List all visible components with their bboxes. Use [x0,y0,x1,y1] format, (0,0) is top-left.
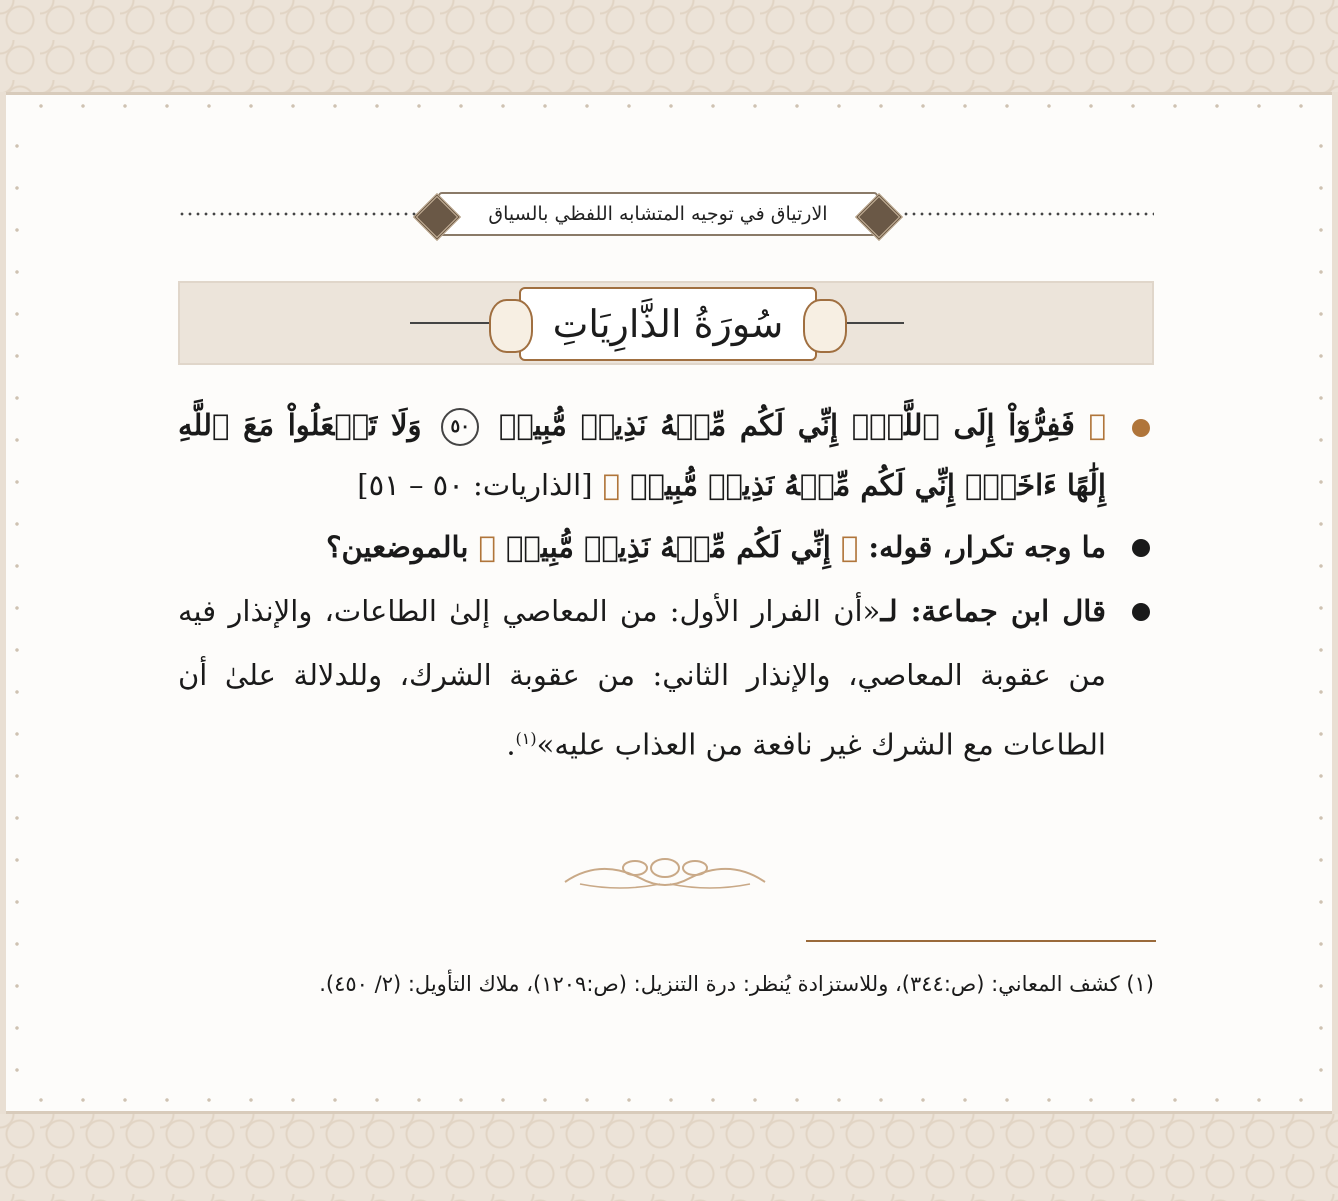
question-verse: إِنِّي لَكُم مِّنۡهُ نَذِيرٞ مُّبِينٞ [506,530,831,564]
surah-header-frame [519,287,817,361]
page-frame-ornament-top [20,101,1318,111]
surah-name: سُورَةُ الذَّارِيَاتِ [552,302,784,346]
verse-item [178,395,1154,515]
verse-part-1: فَفِرُّوٓاْ إِلَى ٱللَّهِۖ إِنِّي لَكُم مِّنۡهُ نَذِيرٞ مُّبِينٞ [498,408,1075,442]
running-head-ornament-left [413,193,461,241]
ornate-bracket-close-icon: ﴾ [602,468,621,502]
surah-frame-cap-right [803,299,847,353]
ornate-bracket-open-icon: ﴿ [1088,408,1106,442]
answer-quote: «أن الفرار الأول: من المعاصي إلىٰ الطاعات، والإنذار فيه من عقوبة المعاصي، والإنذار الثاني: من عقوبة الشرك، وللدلالة علىٰ أن الطاعات مع الشرك غير نافعة من العذاب عليه» [178,594,1106,762]
answer-text [178,579,1106,777]
question-tail: بالموضعين؟ [326,530,469,564]
running-head-box [438,192,878,236]
page-frame-ornament-left [12,125,22,1081]
ornate-bracket-close-icon: ﴾ [478,530,496,564]
running-head [178,192,1154,236]
ornate-bracket-open-icon: ﴿ [840,530,859,564]
question-lead: ما وجه تكرار، قوله: [868,530,1106,564]
running-head-dots-right [878,212,1154,216]
bullet-icon [1132,419,1150,437]
answer-item [178,579,1154,777]
verse-text [178,395,1106,515]
question-item [178,515,1154,579]
ornamental-divider-icon [560,848,770,898]
verse-part-2: وَلَا تَجۡعَلُواْ مَعَ ٱللَّهِ إِلَٰهًا ءَاخَرَۖ إِنِّي لَكُم مِّنۡهُ نَذِيرٞ مُّبِينٞ [178,408,1106,502]
ayah-number-badge: ٥٠ [441,408,479,446]
running-head-dots-left [178,212,440,216]
footnote: (١) كشف المعاني: (ص:٣٤٤)، وللاستزادة يُنظر: درة التنزيل: (ص:١٢٠٩)، ملاك التأويل: (٢/ ٤٥٠). [319,972,1154,996]
running-head-ornament-right [855,193,903,241]
verse-reference: [الذاريات: ٥٠ – ٥١] [357,468,593,502]
page-frame-ornament-right [1316,125,1326,1081]
bullet-icon [1132,603,1150,621]
running-head-title: الارتياق في توجيه المتشابه اللفظي بالسياق [488,203,828,225]
page-body [178,395,1154,777]
footnote-reference[interactable]: (١) [515,729,537,748]
page-frame-ornament-bottom [20,1095,1318,1105]
surah-header-band [178,281,1154,365]
answer-end: . [506,727,516,762]
question-text [178,515,1106,579]
decorative-top-border [0,0,1338,92]
bullet-icon [1132,539,1150,557]
answer-lead: قال ابن جماعة: لـ [880,594,1106,628]
footnote-separator [806,940,1156,942]
surah-frame-cap-left [489,299,533,353]
decorative-bottom-border [0,1114,1338,1201]
